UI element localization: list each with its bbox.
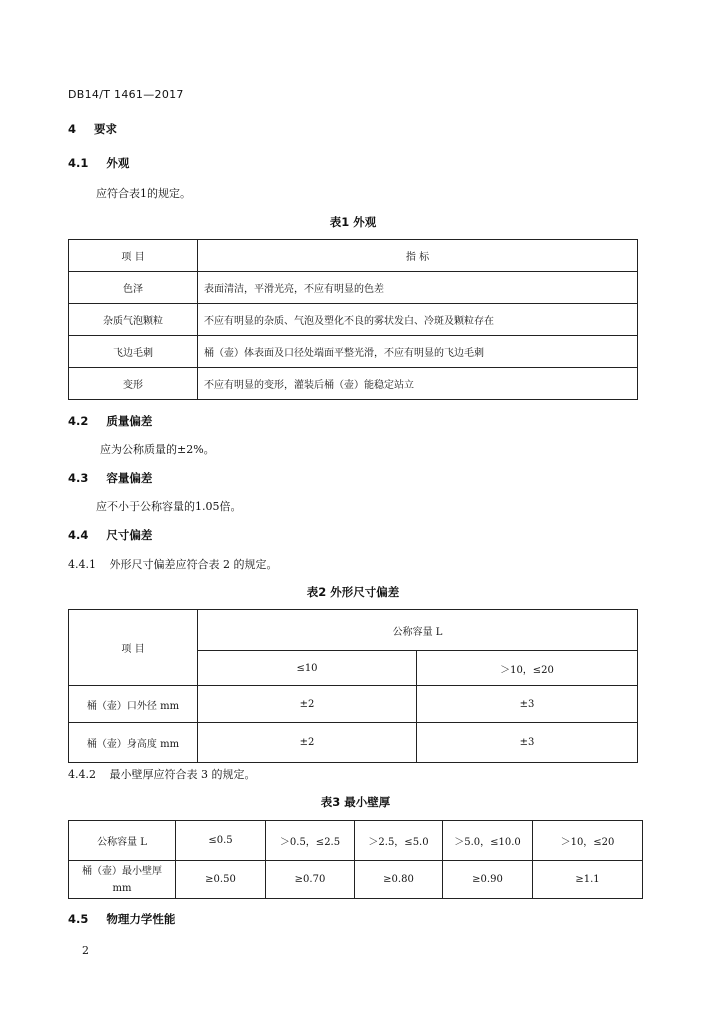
- table-cell: 桶（壶）口外径 mm: [69, 686, 198, 723]
- table-cell: ≥0.80: [355, 861, 443, 899]
- table-header-cell: 公称容量 L: [198, 610, 638, 651]
- table-cell: 飞边毛刺: [69, 336, 198, 368]
- table-row: [69, 304, 638, 336]
- section-title: 容量偏差: [106, 471, 153, 485]
- section-4-4-1-line: [68, 556, 278, 572]
- section-4-2-text: 应为公称质量的±2%。: [100, 443, 215, 456]
- section-4-1-heading: [68, 155, 129, 171]
- table-cell: ±3: [417, 723, 638, 763]
- row-label-unit: mm: [112, 882, 132, 894]
- table-cell: ≥0.70: [266, 861, 355, 899]
- section-number: 4: [68, 122, 77, 136]
- table-header-cell: 公称容量 L: [69, 821, 176, 861]
- section-4-3-heading: [68, 470, 152, 486]
- table-cell: 不应有明显的杂质、气泡及塑化不良的雾状发白、冷斑及颗粒存在: [198, 304, 638, 336]
- table-cell: ≥1.1: [533, 861, 643, 899]
- table-cell: ＞2.5，≤5.0: [355, 821, 443, 861]
- table-cell: ±3: [417, 686, 638, 723]
- table-cell: 色泽: [69, 272, 198, 304]
- section-number: 4.5: [68, 912, 89, 926]
- section-4-5-heading: [68, 911, 175, 927]
- table-row: [69, 723, 638, 763]
- table-2: [68, 609, 638, 763]
- table-header-cell: ＞10，≤20: [417, 651, 638, 686]
- table-row: [69, 821, 643, 861]
- section-number: 4.4: [68, 528, 89, 542]
- section-title: 尺寸偏差: [106, 528, 153, 542]
- table-cell: ≥0.90: [443, 861, 533, 899]
- section-4-3-text: 应不小于公称容量的1.05倍。: [96, 500, 242, 513]
- table-row: [69, 686, 638, 723]
- section-title: 质量偏差: [106, 414, 153, 428]
- section-number: 4.3: [68, 471, 89, 485]
- table-row: [69, 272, 638, 304]
- table-cell: ≥0.50: [176, 861, 266, 899]
- table-cell: ＞5.0，≤10.0: [443, 821, 533, 861]
- table-1-caption: 表1 外观: [329, 215, 377, 229]
- table-row: [69, 861, 643, 899]
- section-text: 外形尺寸偏差应符合表 2 的规定。: [109, 558, 278, 571]
- table-cell: ＞10，≤20: [533, 821, 643, 861]
- section-4-heading: [68, 121, 117, 137]
- table-header-cell: [69, 861, 176, 899]
- table-cell: 桶（壶）体表面及口径处端面平整光滑，不应有明显的飞边毛刺: [198, 336, 638, 368]
- section-number: 4.4.2: [68, 768, 96, 781]
- section-number: 4.4.1: [68, 558, 96, 571]
- table-3-caption: 表3 最小壁厚: [320, 795, 391, 809]
- section-4-4-2-line: [68, 766, 256, 782]
- document-id: DB14/T 1461—2017: [68, 88, 184, 101]
- table-header-cell: 项 目: [69, 610, 198, 686]
- table-row: [69, 368, 638, 400]
- table-cell: ≤0.5: [176, 821, 266, 861]
- table-3: [68, 820, 643, 899]
- section-4-4-heading: [68, 527, 152, 543]
- row-label-line: 桶（壶）最小壁厚: [82, 865, 162, 877]
- section-number: 4.1: [68, 156, 89, 170]
- section-title: 物理力学性能: [106, 912, 176, 926]
- table-header-cell: 指 标: [198, 240, 638, 272]
- table-cell: 不应有明显的变形，灌装后桶（壶）能稳定站立: [198, 368, 638, 400]
- table-cell: ±2: [198, 686, 417, 723]
- section-4-2-heading: [68, 413, 152, 429]
- section-title: 外观: [106, 156, 130, 170]
- section-number: 4.2: [68, 414, 89, 428]
- table-cell: 杂质气泡颗粒: [69, 304, 198, 336]
- table-cell: ±2: [198, 723, 417, 763]
- table-header-cell: ≤10: [198, 651, 417, 686]
- table-cell: ＞0.5，≤2.5: [266, 821, 355, 861]
- table-cell: 桶（壶）身高度 mm: [69, 723, 198, 763]
- table-cell: 变形: [69, 368, 198, 400]
- table-row: [69, 336, 638, 368]
- section-title: 要求: [94, 122, 118, 136]
- table-cell: 表面清洁，平滑光亮，不应有明显的色差: [198, 272, 638, 304]
- table-header-cell: 项 目: [69, 240, 198, 272]
- section-4-1-text: 应符合表1的规定。: [96, 187, 191, 200]
- table-1: [68, 239, 638, 400]
- page-number: 2: [82, 944, 89, 957]
- table-2-caption: 表2 外形尺寸偏差: [306, 585, 400, 599]
- section-text: 最小壁厚应符合表 3 的规定。: [109, 768, 256, 781]
